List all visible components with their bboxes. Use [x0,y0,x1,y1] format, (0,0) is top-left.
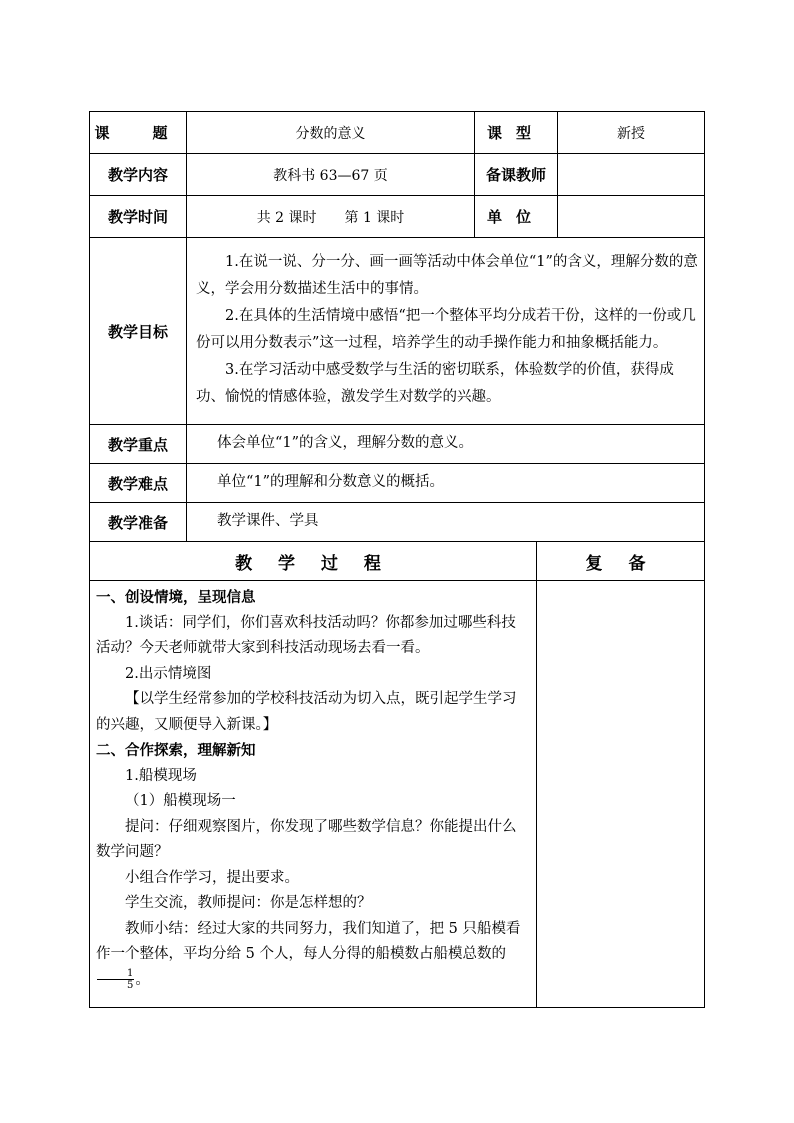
row-content [90,154,705,196]
process-paragraph: 1.船模现场 [125,767,197,784]
row-difficulty [90,464,705,503]
process-title: 教 学 过 程 [90,542,537,581]
fraction-denominator: 5 [127,980,134,991]
row-topic [90,112,705,154]
key-point-label: 教学重点 [90,425,187,464]
goal-item: 3.在学习活动中感受数学与生活的密切联系，体验数学的价值，获得成功、愉悦的情感体验，激发学生对数学的兴趣。 [196,362,674,405]
row-goals [90,238,705,425]
process-paragraph: （1）船模现场一 [125,793,236,809]
unit-label: 单位 [475,196,558,238]
goal-item: 2.在具体的生活情境中感悟“把一个整体平均分成若干份，这样的一份或几份可以用分数表示”这一过程，培养学生的动手操作能力和抽象概括能力。 [196,308,696,351]
row-key-point [90,425,705,464]
row-time [90,196,705,238]
lesson-plan-table [89,111,705,1008]
goals-label: 教学目标 [90,238,187,425]
content-value: 教科书 63—67 页 [187,154,475,196]
row-preparation [90,503,705,542]
time-value: 共 2 课时 第 1 课时 [187,196,475,238]
difficulty-value: 单位“1”的理解和分数意义的概括。 [187,464,705,503]
process-paragraph [96,917,530,994]
process-paragraph: 1.谈话：同学们，你们喜欢科技活动吗？你都参加过哪些科技活动？今天老师就带大家到科技活动现场去看一看。 [96,614,516,656]
process-paragraph: 提问：仔细观察图片，你发现了哪些数学信息？你能提出什么数学问题？ [96,818,517,860]
summary-text: 教师小结：经过大家的共同努力，我们知道了，把 5 只船模看作一个整体，平均分给 5 个人，每人分得的船模数占船模总数的 [96,920,521,962]
row-process-body [90,581,705,1008]
fraction-one-fifth [97,968,134,991]
type-value: 新授 [558,112,705,154]
unit-value [558,196,705,238]
row-process-header [90,542,705,581]
key-point-value: 体会单位“1”的含义，理解分数的意义。 [187,425,705,464]
process-paragraph: 小组合作学习，提出要求。 [125,869,299,886]
process-paragraph: 学生交流，教师提问：你是怎样想的？ [125,895,372,911]
preparation-label: 教学准备 [90,503,187,542]
review-title: 复 备 [537,542,705,581]
teacher-value [558,154,705,196]
topic-value: 分数的意义 [187,112,475,154]
topic-label: 课 题 [90,112,187,154]
time-label: 教学时间 [90,196,187,238]
teacher-label: 备课教师 [475,154,558,196]
goal-item: 1.在说一说、分一分、画一画等活动中体会单位“1”的含义，理解分数的意义，学会用分数描述生活中的事情。 [196,254,698,297]
content-label: 教学内容 [90,154,187,196]
goals-text [187,238,705,425]
review-column [537,581,705,1008]
type-label: 课型 [475,112,558,154]
section-heading: 二、合作探索，理解新知 [96,742,256,759]
process-note: 【以学生经常参加的学校科技活动为切入点，既引起学生学习的兴趣，又顺便导入新课。】 [96,691,517,733]
summary-end: 。 [135,971,150,988]
difficulty-label: 教学难点 [90,464,187,503]
process-body [90,581,537,1008]
fraction-numerator: 1 [97,968,134,980]
process-paragraph: 2.出示情境图 [125,665,212,682]
section-heading: 一、创设情境，呈现信息 [96,589,256,606]
preparation-value: 教学课件、学具 [187,503,705,542]
